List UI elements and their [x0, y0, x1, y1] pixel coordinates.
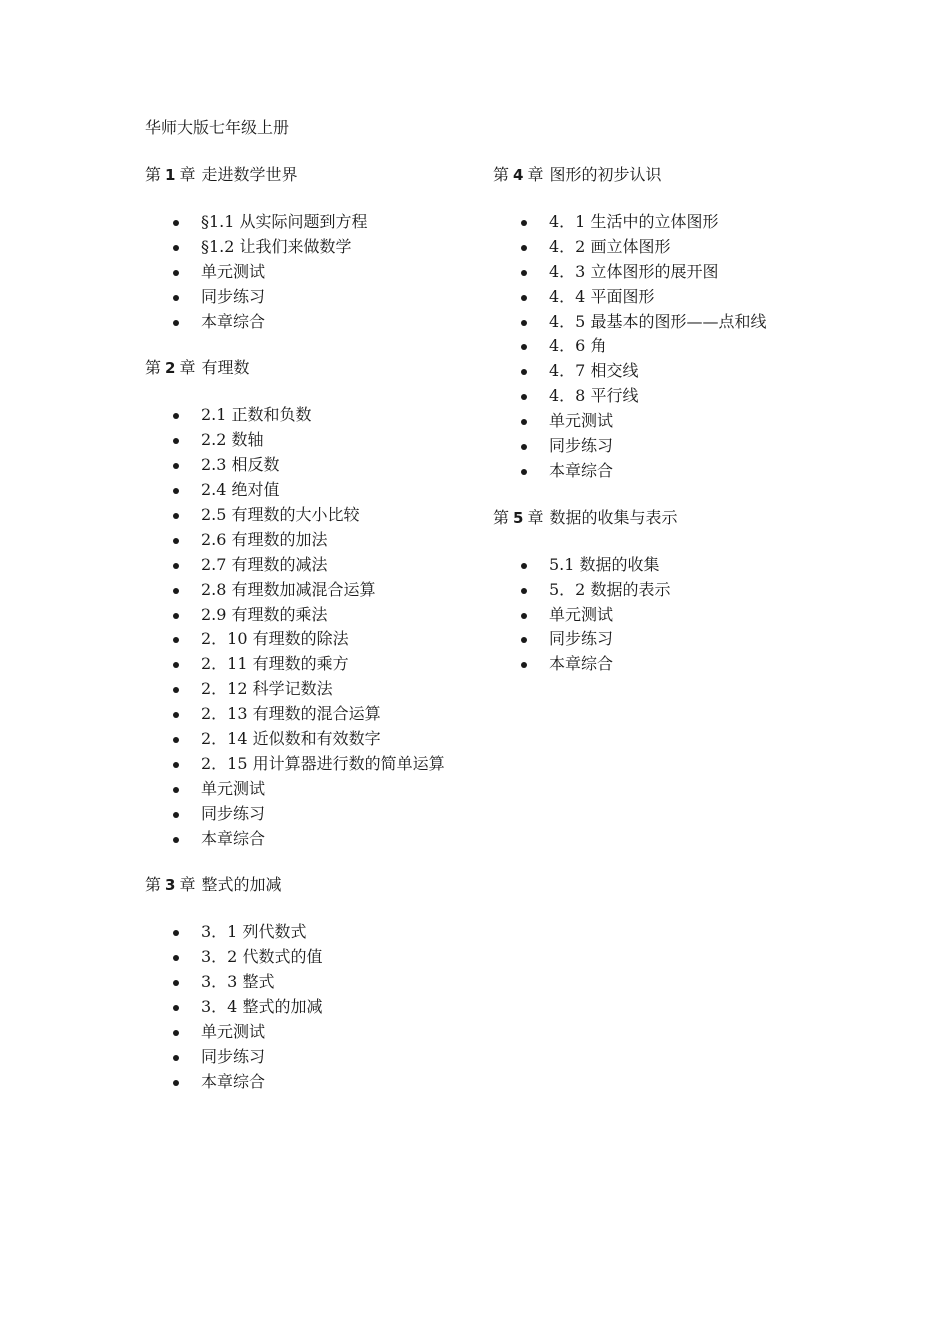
bullet-icon	[173, 245, 179, 251]
bullet-icon	[173, 1080, 179, 1086]
list-item	[493, 629, 833, 654]
list-item	[493, 411, 833, 436]
document-title: 华师大版七年级上册	[145, 118, 290, 137]
list-item-label: 4．1 生活中的立体图形	[549, 212, 719, 231]
bullet-icon	[173, 563, 179, 569]
bullet-icon	[173, 220, 179, 226]
list-item	[145, 754, 485, 779]
bullet-icon	[173, 1055, 179, 1061]
list-item	[145, 997, 485, 1022]
bullet-icon	[173, 613, 179, 619]
list-item-label: 3．3 整式	[201, 972, 275, 992]
chapter-number: 4	[513, 166, 524, 184]
bullet-icon	[521, 419, 527, 425]
list-item	[145, 972, 485, 997]
bullet-icon	[521, 662, 527, 668]
bullet-icon	[173, 812, 179, 818]
list-item-label: 2．11 有理数的乘方	[201, 654, 349, 674]
list-item	[145, 729, 485, 754]
bullet-icon	[173, 930, 179, 936]
section-list	[145, 405, 485, 853]
chapter-prefix: 第	[145, 875, 162, 895]
section-list	[493, 212, 833, 486]
chapter-suffix: 章	[179, 165, 196, 184]
list-item	[145, 1047, 485, 1072]
list-item-label: 同步练习	[201, 1046, 266, 1066]
list-item	[145, 530, 485, 555]
chapter-suffix: 章	[527, 507, 544, 527]
list-item-label: 2.3 相反数	[201, 455, 280, 475]
chapter-heading	[493, 165, 833, 185]
bullet-icon	[173, 712, 179, 718]
bullet-icon	[173, 662, 179, 668]
bullet-icon	[521, 563, 527, 569]
list-item-label: 单元测试	[201, 1022, 266, 1042]
list-item	[493, 654, 833, 679]
list-item-label: 单元测试	[201, 778, 266, 798]
bullet-icon	[173, 320, 179, 326]
list-item-label: 单元测试	[549, 411, 614, 431]
chapter-title: 整式的加减	[201, 875, 282, 895]
chapter-number: 1	[165, 166, 176, 184]
list-item-label: 3．2 代数式的值	[201, 947, 323, 967]
list-item	[145, 237, 485, 262]
list-item-label: 2．13 有理数的混合运算	[201, 704, 381, 724]
bullet-icon	[173, 837, 179, 843]
list-item	[493, 605, 833, 630]
list-item	[493, 436, 833, 461]
bullet-icon	[173, 762, 179, 768]
chapter-title: 图形的初步认识	[549, 165, 662, 184]
list-item	[145, 779, 485, 804]
bullet-icon	[173, 295, 179, 301]
list-item-label: 5.1 数据的收集	[549, 554, 660, 574]
chapter-heading	[493, 508, 833, 528]
list-item	[145, 455, 485, 480]
list-item	[493, 386, 833, 411]
chapter-heading	[145, 875, 485, 895]
list-item-label: 2.8 有理数加减混合运算	[201, 579, 376, 599]
bullet-icon	[173, 687, 179, 693]
list-item	[493, 361, 833, 386]
list-item	[145, 654, 485, 679]
list-item	[145, 430, 485, 455]
list-item-label: 3．4 整式的加减	[201, 997, 323, 1017]
list-item	[493, 212, 833, 237]
list-item	[145, 312, 485, 337]
chapter-heading	[145, 165, 485, 185]
list-item	[493, 287, 833, 312]
list-item	[145, 1072, 485, 1097]
list-item-label: 4．8 平行线	[549, 386, 639, 406]
list-item-label: 2.6 有理数的加法	[201, 529, 328, 549]
list-item-label: 4．7 相交线	[549, 361, 639, 381]
chapter-heading	[145, 358, 485, 378]
list-item-label: 2.7 有理数的减法	[201, 554, 328, 574]
list-item-label: 4．2 画立体图形	[549, 236, 671, 256]
bullet-icon	[173, 1030, 179, 1036]
list-item-label: 5．2 数据的表示	[549, 579, 671, 599]
list-item	[145, 704, 485, 729]
list-item-label: 2.4 绝对值	[201, 480, 280, 500]
list-item-label: 2.9 有理数的乘法	[201, 604, 328, 624]
list-item	[145, 947, 485, 972]
chapter-prefix: 第	[493, 507, 510, 527]
chapter-title: 数据的收集与表示	[549, 507, 678, 527]
bullet-icon	[173, 737, 179, 743]
chapter-1	[145, 165, 485, 336]
list-item-label: §1.2 让我们来做数学	[201, 236, 352, 256]
chapter-2	[145, 358, 485, 853]
chapter-suffix: 章	[179, 875, 196, 895]
list-item	[145, 287, 485, 312]
list-item	[145, 580, 485, 605]
bullet-icon	[173, 1005, 179, 1011]
bullet-icon	[173, 488, 179, 494]
chapter-number: 2	[165, 359, 176, 378]
list-item-label: 本章综合	[549, 460, 614, 480]
bullet-icon	[173, 463, 179, 469]
right-column	[493, 165, 833, 679]
list-item	[145, 679, 485, 704]
bullet-icon	[521, 270, 527, 276]
list-item	[145, 629, 485, 654]
bullet-icon	[521, 245, 527, 251]
list-item-label: 4．3 立体图形的展开图	[549, 261, 719, 281]
list-item-label: 2．15 用计算器进行数的简单运算	[201, 753, 445, 773]
bullet-icon	[521, 220, 527, 226]
list-item-label: 本章综合	[201, 311, 266, 331]
bullet-icon	[521, 444, 527, 450]
chapter-4	[493, 165, 833, 486]
section-list	[145, 212, 485, 336]
bullet-icon	[521, 588, 527, 594]
list-item-label: 本章综合	[549, 654, 614, 674]
list-item-label: 同步练习	[549, 629, 614, 649]
list-item	[145, 480, 485, 505]
list-item	[493, 312, 833, 337]
list-item	[145, 1022, 485, 1047]
list-item-label: 2．10 有理数的除法	[201, 629, 349, 649]
bullet-icon	[521, 469, 527, 475]
list-item-label: 4．6 角	[549, 336, 607, 356]
chapter-title: 走进数学世界	[201, 165, 298, 184]
bullet-icon	[521, 613, 527, 619]
list-item-label: 4．4 平面图形	[549, 286, 655, 306]
list-item-label: 2.1 正数和负数	[201, 405, 312, 425]
bullet-icon	[173, 955, 179, 961]
list-item	[145, 505, 485, 530]
chapter-5	[493, 508, 833, 679]
list-item-label: 同步练习	[549, 436, 614, 456]
bullet-icon	[173, 513, 179, 519]
list-item	[145, 804, 485, 829]
bullet-icon	[521, 369, 527, 375]
list-item	[145, 555, 485, 580]
list-item	[145, 922, 485, 947]
chapter-prefix: 第	[493, 165, 510, 184]
chapter-number: 3	[165, 876, 176, 895]
list-item-label: 本章综合	[201, 1071, 266, 1091]
section-list	[145, 922, 485, 1096]
bullet-icon	[521, 295, 527, 301]
bullet-icon	[521, 394, 527, 400]
list-item	[145, 262, 485, 287]
bullet-icon	[173, 980, 179, 986]
chapter-suffix: 章	[179, 358, 196, 378]
list-item	[145, 405, 485, 430]
list-item-label: 2．14 近似数和有效数字	[201, 729, 381, 749]
list-item-label: 2．12 科学记数法	[201, 679, 333, 699]
list-item	[493, 336, 833, 361]
bullet-icon	[173, 538, 179, 544]
bullet-icon	[173, 270, 179, 276]
list-item	[493, 262, 833, 287]
list-item	[493, 461, 833, 486]
list-item-label: 同步练习	[201, 286, 266, 306]
bullet-icon	[173, 637, 179, 643]
left-column	[145, 165, 485, 1097]
list-item-label: 2.2 数轴	[201, 430, 264, 450]
bullet-icon	[521, 344, 527, 350]
bullet-icon	[173, 413, 179, 419]
chapter-prefix: 第	[145, 165, 162, 184]
list-item	[493, 237, 833, 262]
chapter-title: 有理数	[201, 358, 250, 378]
chapter-prefix: 第	[145, 358, 162, 378]
list-item-label: 4．5 最基本的图形——点和线	[549, 311, 767, 331]
bullet-icon	[521, 637, 527, 643]
chapter-suffix: 章	[527, 165, 544, 184]
list-item-label: §1.1 从实际问题到方程	[201, 212, 368, 231]
list-item	[145, 605, 485, 630]
list-item	[493, 580, 833, 605]
list-item-label: 本章综合	[201, 828, 266, 848]
chapter-3	[145, 875, 485, 1096]
bullet-icon	[173, 588, 179, 594]
list-item	[145, 212, 485, 237]
bullet-icon	[521, 320, 527, 326]
bullet-icon	[173, 438, 179, 444]
list-item-label: 同步练习	[201, 803, 266, 823]
list-item	[145, 829, 485, 854]
section-list	[493, 555, 833, 679]
list-item-label: 3．1 列代数式	[201, 922, 307, 942]
list-item-label: 2.5 有理数的大小比较	[201, 505, 360, 525]
list-item	[493, 555, 833, 580]
list-item-label: 单元测试	[201, 261, 266, 281]
list-item-label: 单元测试	[549, 604, 614, 624]
bullet-icon	[173, 787, 179, 793]
chapter-number: 5	[513, 508, 524, 527]
